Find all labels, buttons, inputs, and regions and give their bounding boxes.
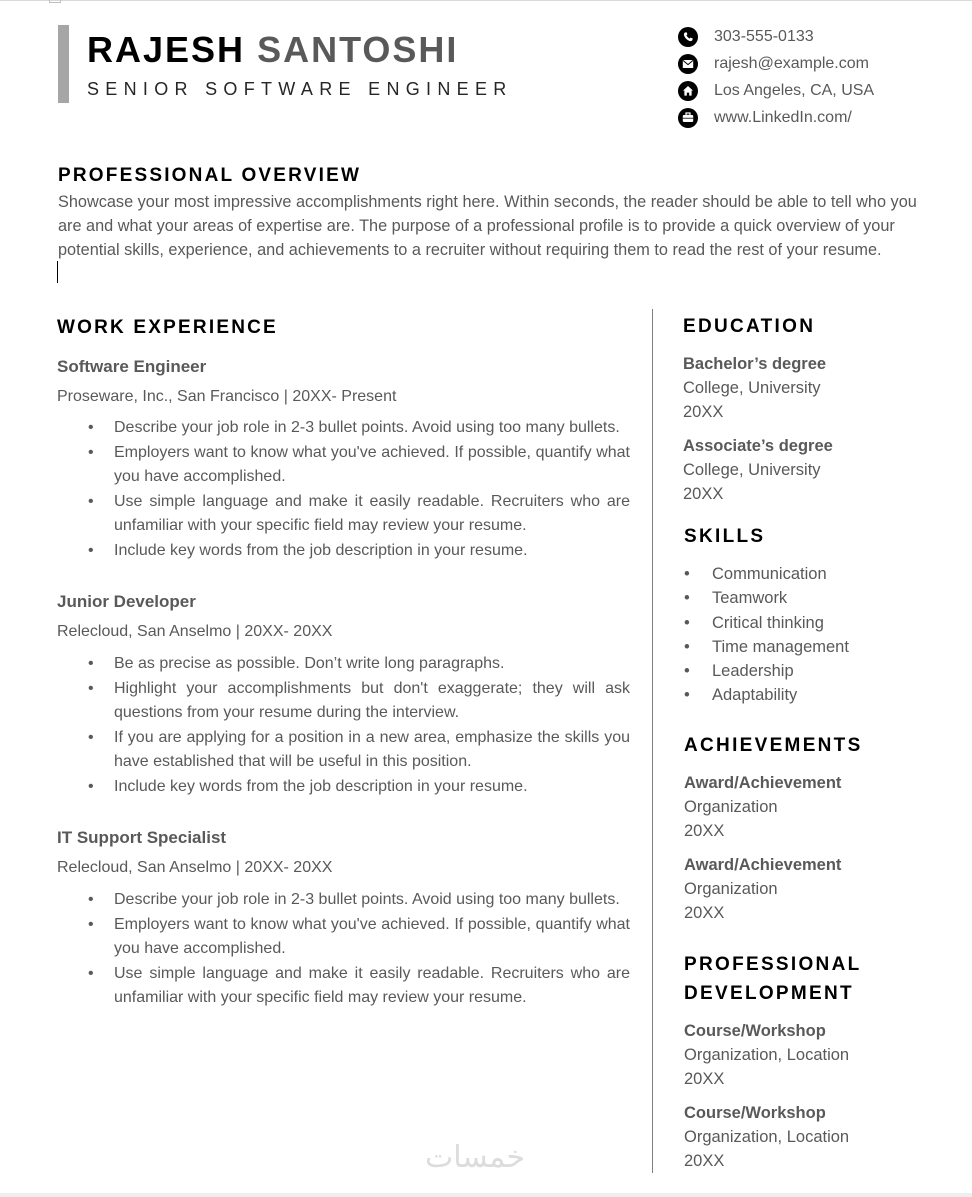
skill-item: • Leadership: [684, 659, 849, 683]
job-meta-2: Relecloud, San Anselmo | 20XX- 20XX: [57, 623, 333, 640]
candidate-name: [87, 30, 458, 70]
achievement-org: Organization: [684, 880, 778, 898]
degree-year: 20XX: [683, 403, 724, 421]
course-org: Organization, Location: [684, 1128, 850, 1146]
contact-block: [678, 23, 874, 131]
location-text: Los Angeles, CA, USA: [714, 81, 875, 99]
achievements-heading: ACHIEVEMENTS: [684, 735, 863, 756]
list-item: • Employers want to know what you've achieved. If possible, quantify what you have accomplished.: [88, 441, 630, 490]
column-divider: [652, 309, 653, 1173]
degree-year: 20XX: [683, 485, 724, 503]
last-name: SANTOSHI: [257, 29, 459, 70]
corner-crop-mark: [49, 0, 61, 3]
list-item: • Include key words from the job description in your resume.: [88, 775, 630, 800]
degree-title: Bachelor’s degree: [683, 355, 827, 373]
course-title: Course/Workshop: [684, 1104, 826, 1122]
development-item-1: [684, 1019, 944, 1091]
skill-item: • Adaptability: [684, 683, 849, 707]
development-heading-line2: DEVELOPMENT: [684, 983, 854, 1004]
contact-email: [678, 50, 874, 77]
work-experience-heading: WORK EXPERIENCE: [57, 317, 278, 338]
achievement-item-2: [684, 853, 944, 925]
job-role-1: Software Engineer: [57, 357, 207, 376]
achievement-title: Award/Achievement: [684, 856, 842, 874]
list-item: • Describe your job role in 2-3 bullet points. Avoid using too many bullets.: [88, 416, 630, 441]
name-accent-bar: [58, 25, 69, 103]
degree-title: Associate’s degree: [683, 437, 833, 455]
job-role-2: Junior Developer: [57, 592, 196, 611]
skill-item: • Teamwork: [684, 586, 849, 610]
bottom-border: [0, 1193, 972, 1197]
skill-item: • Time management: [684, 635, 849, 659]
job-bullets-1: [88, 416, 630, 564]
course-org: Organization, Location: [684, 1046, 850, 1064]
linkedin-link[interactable]: www.LinkedIn.com/: [714, 108, 852, 126]
contact-linkedin: [678, 104, 874, 131]
achievement-year: 20XX: [684, 822, 725, 840]
contact-location: [678, 77, 874, 104]
phone-icon: [678, 27, 698, 47]
email-icon: [678, 54, 698, 74]
education-heading: EDUCATION: [683, 316, 816, 337]
degree-school: College, University: [683, 461, 821, 479]
skills-list: [684, 562, 849, 708]
education-item-2: [683, 434, 943, 506]
list-item: • Highlight your accomplishments but don't exaggerate; they will ask questions from your resume during the interview.: [88, 677, 630, 726]
overview-heading: PROFESSIONAL OVERVIEW: [58, 165, 362, 186]
contact-phone: [678, 23, 874, 50]
achievement-year: 20XX: [684, 904, 725, 922]
list-item: • Use simple language and make it easily readable. Recruiters who are unfamiliar with your specific field may review your resume.: [88, 490, 630, 539]
list-item: • Be as precise as possible. Don’t write long paragraphs.: [88, 652, 630, 677]
job-bullets-3: [88, 888, 630, 1011]
briefcase-icon: [678, 108, 698, 128]
list-item: • Describe your job role in 2-3 bullet points. Avoid using too many bullets.: [88, 888, 630, 913]
development-heading: [684, 950, 924, 1008]
achievement-item-1: [684, 771, 944, 843]
overview-paragraph: Showcase your most impressive accomplishments right here. Within seconds, the reader should be able to tell who you are and what your areas of expertise are. The purpose of a professional profile is to provide a quick overview of your potential skills, experience, and achievements to a recruiter without requiring them to read the rest of your resume.: [58, 193, 917, 259]
phone-number[interactable]: 303-555-0133: [714, 27, 814, 45]
development-item-2: [684, 1101, 944, 1173]
skill-item: • Critical thinking: [684, 611, 849, 635]
education-item-1: [683, 352, 943, 424]
job-bullets-2: [88, 652, 630, 800]
watermark-logo: خمسات: [425, 1140, 526, 1175]
email-address[interactable]: rajesh@example.com: [714, 54, 869, 72]
list-item: • Use simple language and make it easily readable. Recruiters who are unfamiliar with your specific field may review your resume.: [88, 962, 630, 1011]
course-year: 20XX: [684, 1070, 725, 1088]
degree-school: College, University: [683, 379, 821, 397]
list-item: • Employers want to know what you've achieved. If possible, quantify what you have accomplished.: [88, 913, 630, 962]
home-icon: [678, 81, 698, 101]
skill-item: • Communication: [684, 562, 849, 586]
achievement-title: Award/Achievement: [684, 774, 842, 792]
first-name: RAJESH: [87, 29, 246, 70]
development-heading-line1: PROFESSIONAL: [684, 954, 862, 975]
list-item: • Include key words from the job description in your resume.: [88, 539, 630, 564]
job-meta-3: Relecloud, San Anselmo | 20XX- 20XX: [57, 859, 333, 876]
achievement-org: Organization: [684, 798, 778, 816]
course-year: 20XX: [684, 1152, 725, 1170]
skills-heading: SKILLS: [684, 526, 766, 547]
text-cursor: [57, 261, 58, 283]
top-border: [0, 0, 972, 1]
job-role-3: IT Support Specialist: [57, 828, 227, 847]
job-meta-1: Proseware, Inc., San Francisco | 20XX- Present: [57, 388, 397, 405]
course-title: Course/Workshop: [684, 1022, 826, 1040]
list-item: • If you are applying for a position in a new area, emphasize the skills you have established that will be useful in this position.: [88, 726, 630, 775]
job-title: SENIOR SOFTWARE ENGINEER: [87, 79, 513, 99]
